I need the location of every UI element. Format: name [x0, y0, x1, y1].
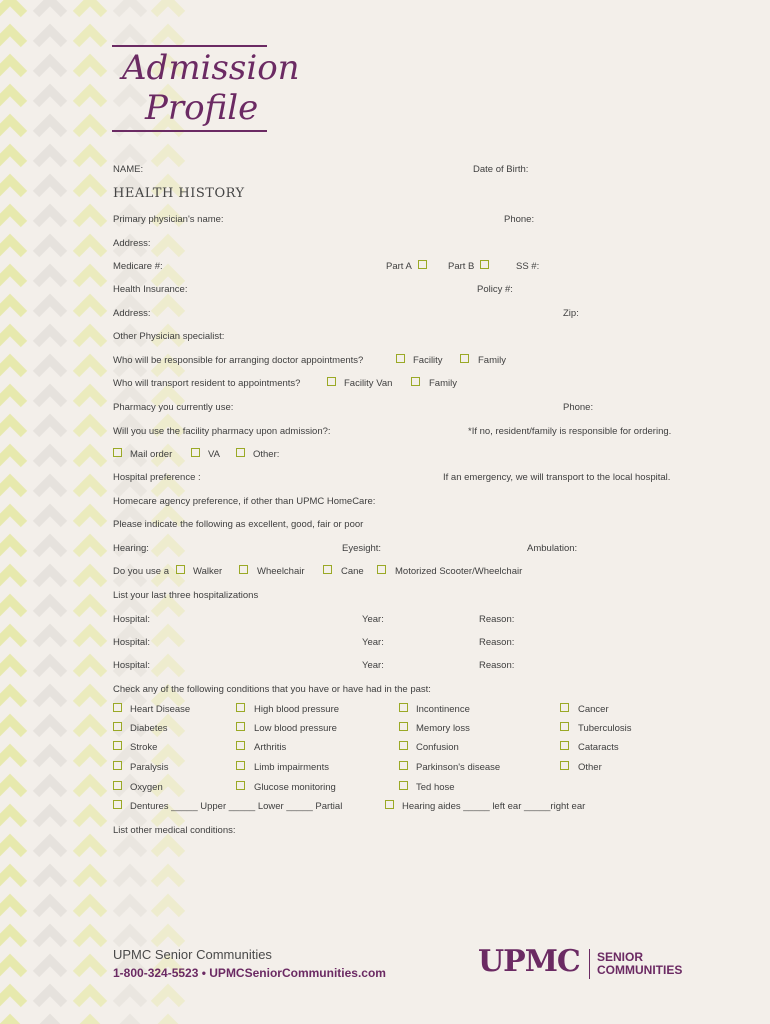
low-blood-pressure-checkbox[interactable] [236, 722, 245, 731]
emergency-note: If an emergency, we will transport to the local hospital. [443, 472, 671, 483]
mail-order-checkbox[interactable] [113, 448, 122, 457]
cancer-label: Cancer [578, 704, 609, 715]
upmc-logo: UPMC [478, 944, 580, 979]
facility-van-checkbox[interactable] [327, 377, 336, 386]
facility-pharmacy-question: Will you use the facility pharmacy upon admission?: [113, 426, 331, 437]
facility-appointments-checkbox[interactable] [396, 354, 405, 363]
phone-label: Phone: [504, 214, 535, 225]
indicate-instruction: Please indicate the following as excellent, good, fair or poor [113, 519, 364, 530]
eyesight-label: Eyesight: [342, 543, 382, 554]
reason-2-label: Reason: [479, 637, 515, 648]
stroke-label: Stroke [130, 742, 158, 753]
glucose-monitoring-checkbox[interactable] [236, 781, 245, 790]
family-transport-checkbox[interactable] [411, 377, 420, 386]
part-a-checkbox[interactable] [418, 260, 427, 269]
cataracts-checkbox[interactable] [560, 741, 569, 750]
homecare-label: Homecare agency preference, if other than UPMC HomeCare: [113, 496, 376, 507]
title-top-rule [112, 45, 267, 47]
ted-hose-checkbox[interactable] [399, 781, 408, 790]
hospital-preference-label: Hospital preference : [113, 472, 201, 483]
cancer-checkbox[interactable] [560, 703, 569, 712]
physician-label: Primary physician's name: [113, 214, 224, 225]
arthritis-checkbox[interactable] [236, 741, 245, 750]
confusion-checkbox[interactable] [399, 741, 408, 750]
appointments-question: Who will be responsible for arranging doctor appointments? [113, 355, 364, 366]
memory-loss-checkbox[interactable] [399, 722, 408, 731]
dentures-checkbox[interactable] [113, 800, 122, 809]
other-condition-checkbox[interactable] [560, 761, 569, 770]
title-line-2: Profile [145, 88, 259, 128]
name-label: NAME: [113, 164, 144, 175]
confusion-label: Confusion [416, 742, 459, 753]
logo-divider [589, 949, 590, 979]
year-3-label: Year: [362, 660, 384, 671]
part-a-label: Part A [386, 261, 412, 272]
other-pharmacy-label: Other: [253, 449, 280, 460]
hospital-3-label: Hospital: [113, 660, 150, 671]
scooter-checkbox[interactable] [377, 565, 386, 574]
hearing-label: Hearing: [113, 543, 149, 554]
pharmacy-phone-label: Phone: [563, 402, 594, 413]
va-label: VA [208, 449, 220, 460]
ss-label: SS #: [516, 261, 540, 272]
address-label: Address: [113, 238, 151, 249]
part-b-label: Part B [448, 261, 475, 272]
cataracts-label: Cataracts [578, 742, 619, 753]
year-2-label: Year: [362, 637, 384, 648]
heart-disease-label: Heart Disease [130, 704, 191, 715]
other-pharmacy-checkbox[interactable] [236, 448, 245, 457]
medicare-label: Medicare #: [113, 261, 163, 272]
chevron-pattern-decoration [0, 0, 200, 1024]
oxygen-checkbox[interactable] [113, 781, 122, 790]
facility-label: Facility [413, 355, 443, 366]
title-line-1: Admission [122, 48, 300, 88]
limb-impairments-label: Limb impairments [254, 762, 329, 773]
other-conditions-label: List other medical conditions: [113, 825, 236, 836]
do-you-use-label: Do you use a [113, 566, 169, 577]
facility-pharmacy-note: *If no, resident/family is responsible for ordering. [468, 426, 672, 437]
ted-hose-label: Ted hose [416, 782, 455, 793]
va-checkbox[interactable] [191, 448, 200, 457]
diabetes-label: Diabetes [130, 723, 168, 734]
pharmacy-label: Pharmacy you currently use: [113, 402, 234, 413]
high-blood-pressure-label: High blood pressure [254, 704, 340, 715]
heart-disease-checkbox[interactable] [113, 703, 122, 712]
walker-label: Walker [193, 566, 223, 577]
reason-3-label: Reason: [479, 660, 515, 671]
health-history-heading: HEALTH HISTORY [113, 186, 245, 201]
oxygen-label: Oxygen [130, 782, 163, 793]
facility-van-label: Facility Van [344, 378, 393, 389]
transport-question: Who will transport resident to appointments? [113, 378, 301, 389]
walker-checkbox[interactable] [176, 565, 185, 574]
parkinsons-label: Parkinson's disease [416, 762, 501, 773]
high-blood-pressure-checkbox[interactable] [236, 703, 245, 712]
hearing-aides-label: Hearing aides _____ left ear _____right ear [402, 801, 586, 812]
address2-label: Address: [113, 308, 151, 319]
dob-label: Date of Birth: [473, 164, 529, 175]
hospital-1-label: Hospital: [113, 614, 150, 625]
dentures-label: Dentures _____ Upper _____ Lower _____ Partial [130, 801, 343, 812]
other-physician-label: Other Physician specialist: [113, 331, 225, 342]
incontinence-label: Incontinence [416, 704, 470, 715]
hearing-aides-checkbox[interactable] [385, 800, 394, 809]
hospital-2-label: Hospital: [113, 637, 150, 648]
scooter-label: Motorized Scooter/Wheelchair [395, 566, 523, 577]
policy-label: Policy #: [477, 284, 513, 295]
hospitalizations-label: List your last three hospitalizations [113, 590, 259, 601]
footer-contact[interactable]: 1-800-324-5523 • UPMCSeniorCommunities.com [113, 966, 386, 980]
tuberculosis-checkbox[interactable] [560, 722, 569, 731]
family-transport-label: Family [429, 378, 457, 389]
parkinsons-checkbox[interactable] [399, 761, 408, 770]
family-label: Family [478, 355, 506, 366]
insurance-label: Health Insurance: [113, 284, 188, 295]
glucose-monitoring-label: Glucose monitoring [254, 782, 336, 793]
tuberculosis-label: Tuberculosis [578, 723, 632, 734]
part-b-checkbox[interactable] [480, 260, 489, 269]
zip-label: Zip: [563, 308, 579, 319]
ambulation-label: Ambulation: [527, 543, 578, 554]
limb-impairments-checkbox[interactable] [236, 761, 245, 770]
mail-order-label: Mail order [130, 449, 173, 460]
year-1-label: Year: [362, 614, 384, 625]
cane-checkbox[interactable] [323, 565, 332, 574]
paralysis-checkbox[interactable] [113, 761, 122, 770]
diabetes-checkbox[interactable] [113, 722, 122, 731]
logo-senior: SENIOR [597, 950, 644, 964]
conditions-question: Check any of the following conditions that you have or have had in the past: [113, 684, 431, 695]
low-blood-pressure-label: Low blood pressure [254, 723, 337, 734]
cane-label: Cane [341, 566, 364, 577]
logo-communities: COMMUNITIES [597, 963, 683, 977]
incontinence-checkbox[interactable] [399, 703, 408, 712]
other-condition-label: Other [578, 762, 602, 773]
family-appointments-checkbox[interactable] [460, 354, 469, 363]
memory-loss-label: Memory loss [416, 723, 470, 734]
paralysis-label: Paralysis [130, 762, 169, 773]
arthritis-label: Arthritis [254, 742, 287, 753]
stroke-checkbox[interactable] [113, 741, 122, 750]
wheelchair-label: Wheelchair [257, 566, 305, 577]
wheelchair-checkbox[interactable] [239, 565, 248, 574]
reason-1-label: Reason: [479, 614, 515, 625]
footer-org-name: UPMC Senior Communities [113, 947, 272, 962]
title-bottom-rule [112, 130, 267, 132]
